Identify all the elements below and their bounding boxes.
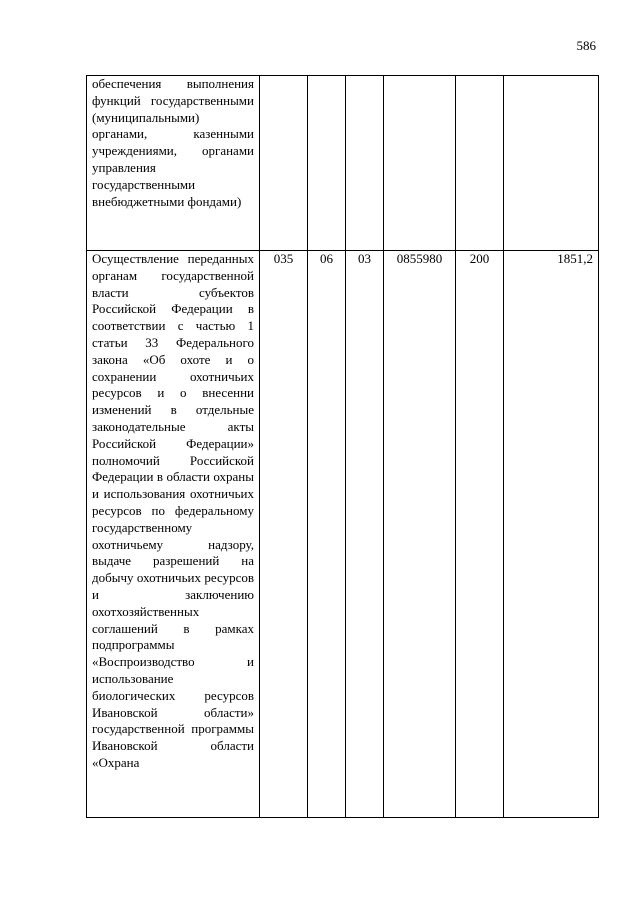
row-code <box>260 76 308 251</box>
row-subsection <box>346 76 384 251</box>
row-target-article: 0855980 <box>384 251 456 818</box>
page-number: 586 <box>576 38 596 53</box>
row-code: 035 <box>260 251 308 818</box>
table-row <box>87 251 599 818</box>
row-target-article <box>384 76 456 251</box>
row-description: Осуществление переданных органам государственной власти субъектов Российской Федерации в соответствии с частью 1 статьи 33 Федерального закона «Об охоте и о сохранении охотничьих ресурсов и о внесенни изменений в отдельные законодательные акты Российской Федерации» полномочий Российской Федерации в области охраны и использования охотничьих ресурсов по федеральному государственному охотничьему надзору, выдаче разрешений на добычу охотничьих ресурсов и заключению охотхозяйственных соглашений в рамках подпрограммы «Воспроизводство и использование биологических ресурсов Ивановской области» государственной программы Ивановской области «Охрана <box>87 251 260 818</box>
row-section <box>308 76 346 251</box>
row-amount <box>504 76 599 251</box>
budget-table <box>86 75 599 818</box>
row-description: обеспечения выполнения функций государственными (муниципальными) органами, казенными учреждениями, органами управления государственными внебюджетными фондами) <box>87 76 260 251</box>
row-expense-type <box>456 76 504 251</box>
row-amount: 1851,2 <box>504 251 599 818</box>
row-section: 06 <box>308 251 346 818</box>
row-subsection: 03 <box>346 251 384 818</box>
row-expense-type: 200 <box>456 251 504 818</box>
table-row <box>87 76 599 251</box>
